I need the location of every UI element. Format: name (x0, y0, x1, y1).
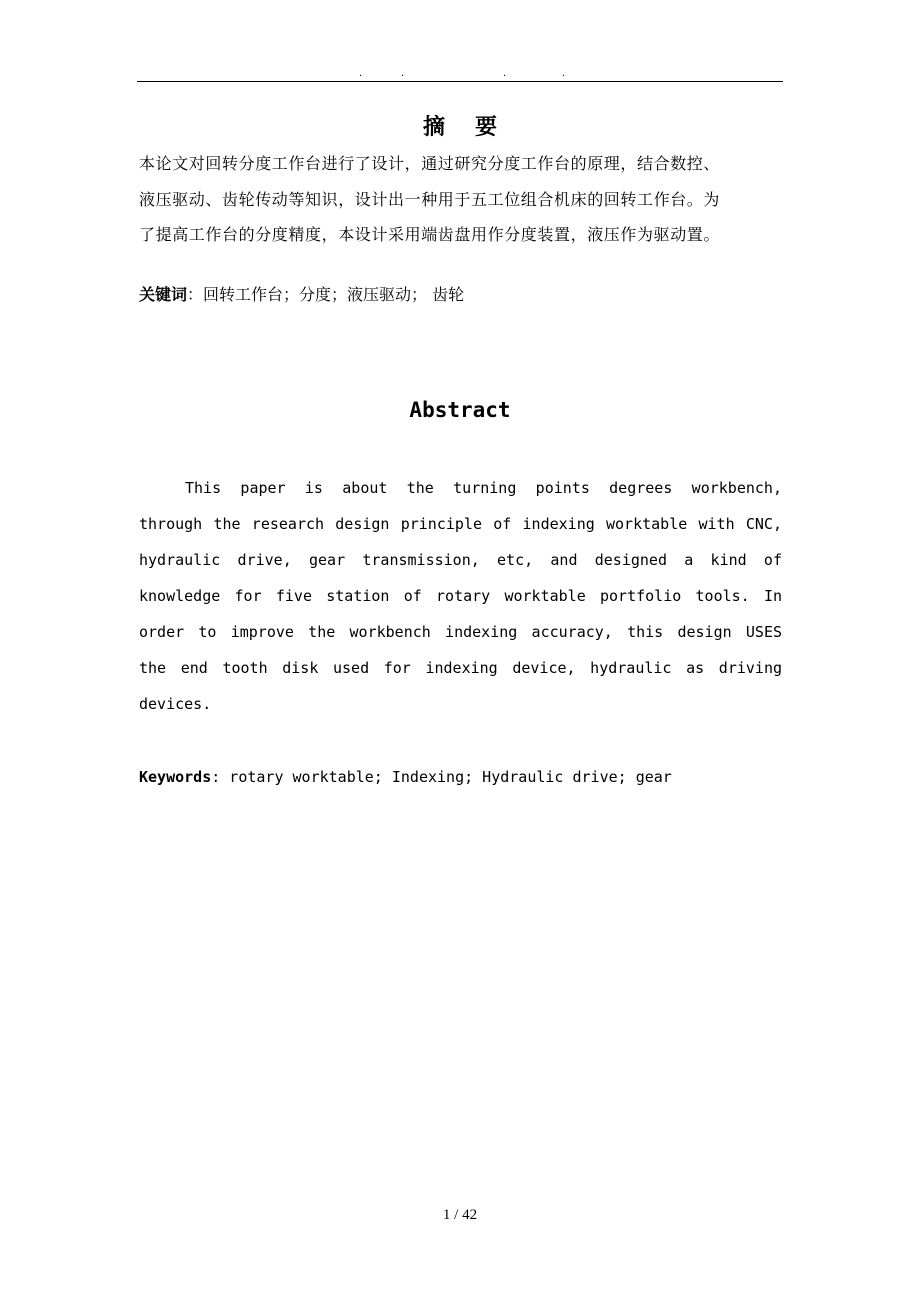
header-dot: . (562, 68, 566, 79)
chinese-abstract-line: 本论文对回转分度工作台进行了设计，通过研究分度工作台的原理，结合数控、 (139, 154, 721, 173)
header-dots (137, 68, 783, 80)
english-abstract-title: Abstract (409, 398, 511, 422)
header-rule (137, 81, 783, 82)
english-abstract-line: knowledge for five station of rotary worktable portfolio tools. In (139, 587, 782, 605)
english-abstract-line: hydraulic drive, gear transmission, etc, and designed a kind of (139, 551, 782, 569)
chinese-keywords-text: ：回转工作台；分度；液压驱动； 齿轮 (187, 285, 465, 304)
english-abstract-body (139, 470, 782, 722)
english-keywords (139, 764, 672, 790)
english-abstract-line: through the research design principle of indexing worktable with CNC, (139, 515, 782, 533)
chinese-keywords (139, 282, 464, 308)
english-keywords-label: Keywords (139, 768, 212, 786)
header-dot: . (359, 68, 363, 79)
english-abstract-line: order to improve the workbench indexing accuracy, this design USES (139, 623, 782, 641)
chinese-abstract-body (139, 146, 785, 253)
chinese-keywords-label: 关键词 (139, 285, 188, 304)
header-dot: . (503, 68, 507, 79)
english-abstract-line: devices. (139, 695, 212, 713)
english-abstract-line: the end tooth disk used for indexing device, hydraulic as driving (139, 659, 782, 677)
english-abstract-line: This paper is about the turning points degrees workbench, (185, 479, 782, 497)
english-keywords-text: : rotary worktable; Indexing; Hydraulic drive; gear (211, 768, 672, 786)
chinese-abstract-line: 液压驱动、齿轮传动等知识，设计出一种用于五工位组合机床的回转工作台。为 (139, 189, 721, 209)
header-dot: . (401, 68, 405, 79)
chinese-abstract-line: 了提高工作台的分度精度，本设计采用端齿盘用作分度装置，液压作为驱动置。 (139, 225, 721, 244)
page-number: 1 / 42 (442, 1207, 478, 1223)
chinese-abstract-title: 摘要 (422, 114, 527, 140)
